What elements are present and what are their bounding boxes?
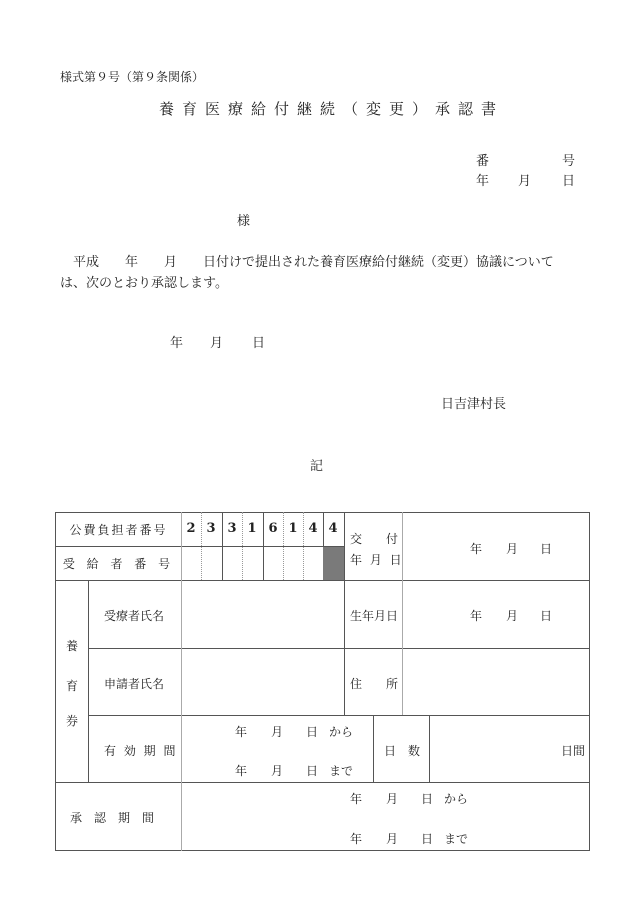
approval-to-day: 日 xyxy=(421,832,434,846)
approval-from-year: 年 xyxy=(350,792,363,806)
validity-from-year: 年 xyxy=(235,725,248,739)
public-payer-number-label: 公費負担者番号 xyxy=(69,523,168,537)
validity-from-month: 月 xyxy=(271,725,284,739)
validity-from-suffix: から xyxy=(329,725,354,739)
public-payer-digit: 3 xyxy=(206,521,216,536)
validity-to-suffix: まで xyxy=(329,764,354,778)
body-line-2: は、次のとおり承認します。 xyxy=(60,276,228,291)
birthdate-day: 日 xyxy=(540,609,553,623)
approval-date-year: 年 xyxy=(170,336,184,351)
address-field[interactable] xyxy=(403,649,589,715)
address-label: 住 所 xyxy=(350,677,399,691)
issue-date-label-line1: 交 付 xyxy=(350,532,399,546)
issue-number-ban: 番 xyxy=(476,154,490,169)
patient-name-label: 受療者氏名 xyxy=(104,609,165,623)
addressee-suffix: 様 xyxy=(237,214,251,229)
public-payer-digit: 6 xyxy=(268,521,278,536)
section-label-3: 券 xyxy=(66,714,79,728)
validity-to-day: 日 xyxy=(306,764,319,778)
validity-period-label: 有 効 期 間 xyxy=(104,744,178,758)
patient-name-field[interactable] xyxy=(182,581,344,648)
approval-date-month: 月 xyxy=(210,336,224,351)
body-line-1: 平成 年 月 日付けで提出された養育医療給付継続（変更）協議について xyxy=(73,255,554,270)
approval-from-day: 日 xyxy=(421,792,434,806)
public-payer-check-digit: 4 xyxy=(328,521,338,536)
birthdate-month: 月 xyxy=(506,609,519,623)
approval-period-label: 承 認 期 間 xyxy=(70,811,155,825)
issue-date-month: 月 xyxy=(506,542,519,556)
section-label-2: 育 xyxy=(66,679,79,693)
recipient-number-label: 受 給 者 番 号 xyxy=(62,557,175,571)
applicant-name-label: 申請者氏名 xyxy=(104,677,165,691)
approval-from-month: 月 xyxy=(386,792,399,806)
approval-to-month: 月 xyxy=(386,832,399,846)
public-payer-digit: 1 xyxy=(247,521,257,536)
days-label: 日 数 xyxy=(384,744,421,758)
form-number: 様式第９号（第９条関係） xyxy=(60,70,205,84)
issue-date-year: 年 xyxy=(470,542,483,556)
validity-from-day: 日 xyxy=(306,725,319,739)
issue-date-year: 年 xyxy=(476,174,490,189)
public-payer-digit: 4 xyxy=(308,521,318,536)
approval-from-suffix: から xyxy=(444,792,469,806)
applicant-name-field[interactable] xyxy=(182,649,344,715)
validity-to-month: 月 xyxy=(271,764,284,778)
validity-to-year: 年 xyxy=(235,764,248,778)
ki-heading: 記 xyxy=(310,459,324,474)
issue-date-label-line2: 年 月 日 xyxy=(350,553,404,567)
public-payer-digit: 1 xyxy=(288,521,298,536)
issue-date-day: 日 xyxy=(562,174,576,189)
document-title: 養育医療給付継続（変更）承認書 xyxy=(159,100,505,118)
public-payer-digit: 2 xyxy=(186,521,196,536)
approval-date-day: 日 xyxy=(252,336,266,351)
issue-number-go: 号 xyxy=(562,154,576,169)
recipient-number-field[interactable] xyxy=(182,547,323,580)
public-payer-digit: 3 xyxy=(227,521,237,536)
birthdate-label: 生年月日 xyxy=(350,609,399,623)
approval-to-year: 年 xyxy=(350,832,363,846)
section-label-1: 養 xyxy=(66,639,79,653)
approval-to-suffix: まで xyxy=(444,832,469,846)
issuer: 日吉津村長 xyxy=(441,397,507,412)
issue-date-day: 日 xyxy=(540,542,553,556)
issue-date-month: 月 xyxy=(518,174,532,189)
birthdate-year: 年 xyxy=(470,609,483,623)
days-unit: 日間 xyxy=(561,744,586,758)
check-digit-shaded-cell xyxy=(323,547,344,580)
